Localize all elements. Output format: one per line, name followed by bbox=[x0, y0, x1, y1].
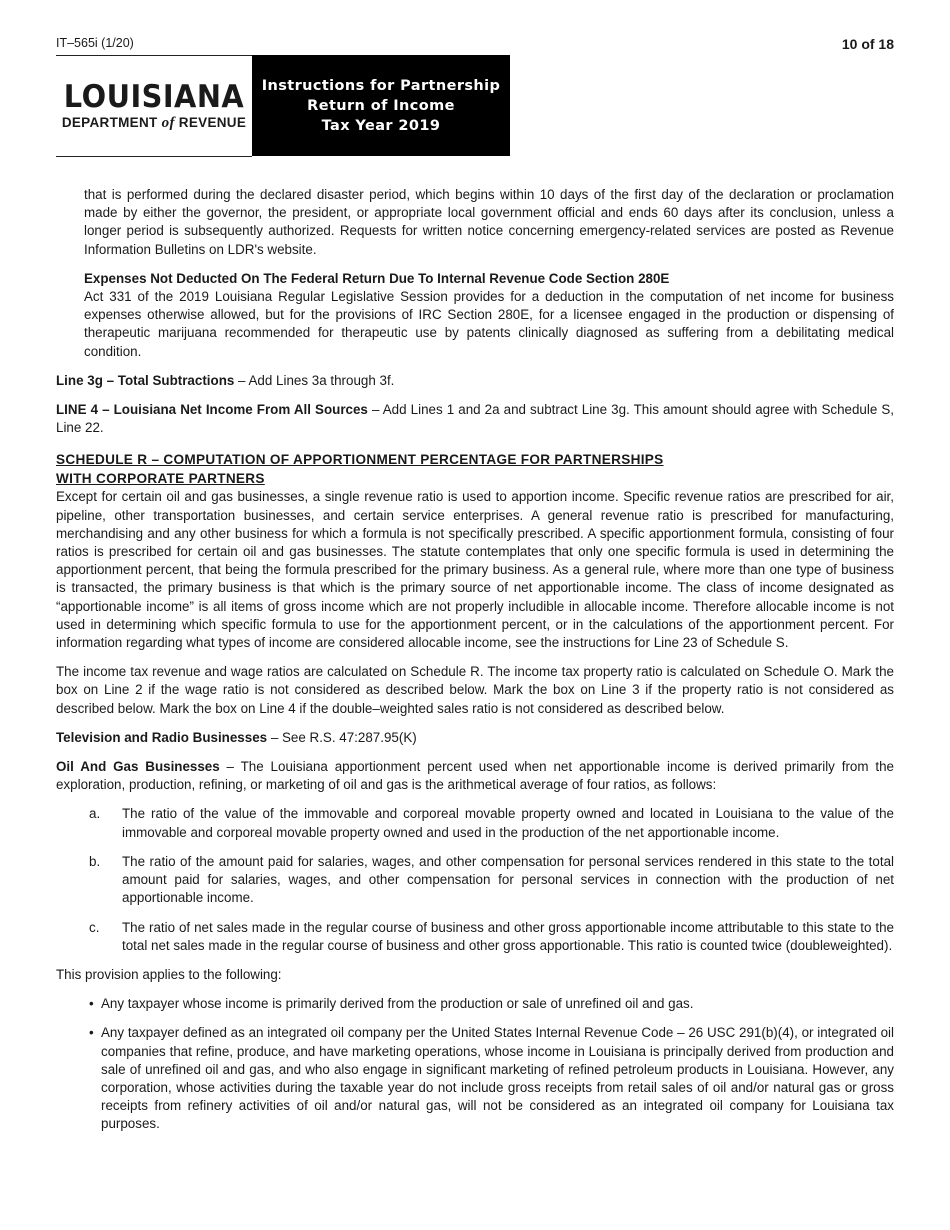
line-3g-text: – Add Lines 3a through 3f. bbox=[234, 372, 395, 388]
schedule-r-heading-line: WITH CORPORATE PARTNERS bbox=[56, 470, 265, 486]
logo-sub-of: of bbox=[161, 114, 175, 131]
list-item bbox=[56, 853, 894, 908]
document-title bbox=[252, 55, 510, 156]
ratios-list bbox=[56, 805, 894, 954]
list-item bbox=[56, 919, 894, 955]
list-text: Any taxpayer defined as an integrated oil company per the United States Internal Revenue Code – 26 USC 291(b)(4), or integrated oil companies that refine, produce, and have marketing operations, whose income in Louisiana is principally derived from production and sale of unrefined oil and gas, and who also engage in significant marketing of refined petroleum products in Louisiana. However, any corporation, whose activities during the taxable year do not include gross receipts from retail sales of oil and/or natural gas or gross receipts from refinery activities of oil and/or natural gas, will not be considered as an integrated oil company for Louisiana tax purposes. bbox=[101, 1025, 894, 1132]
list-text: The ratio of the value of the immovable and corporeal movable property owned and located in Louisiana to the value of the immovable and corporeal movable property owned and used in the production of the net apportionable income. bbox=[122, 806, 894, 840]
list-letter: b. bbox=[89, 853, 101, 869]
list-item bbox=[56, 995, 894, 1013]
list-item bbox=[56, 805, 894, 841]
list-text: Any taxpayer whose income is primarily derived from the production or sale of unrefined oil and gas. bbox=[101, 996, 694, 1012]
paragraph-280e: Act 331 of the 2019 Louisiana Regular Legislative Session provides for a deduction in the computation of net income for business expenses otherwise allowed, but for the provisions of IRC Section 280E, for a licensee engaged in the production or dispensing of therapeutic marijuana recommended for therapeutic use by patents clinically diagnosed as suffering from a debilitating medical condition. bbox=[84, 289, 894, 359]
paragraph-line-3g bbox=[56, 372, 894, 390]
document-body bbox=[56, 186, 894, 1134]
heading-280e: Expenses Not Deducted On The Federal Return Due To Internal Revenue Code Section 280E bbox=[84, 270, 670, 286]
bullet-icon: • bbox=[89, 996, 94, 1012]
paragraph-oil-gas bbox=[56, 758, 894, 794]
line-4-text: – Add Lines 1 and 2a and subtract Line 3g. This amount should agree with Schedule S, Line 22. bbox=[56, 402, 895, 436]
list-letter: c. bbox=[89, 919, 100, 935]
logo-sub-post: REVENUE bbox=[174, 114, 247, 130]
list-letter: a. bbox=[89, 806, 101, 822]
paragraph-ratios: The income tax revenue and wage ratios are calculated on Schedule R. The income tax property ratio is calculated on Schedule O. Mark the box on Line 2 if the wage ratio is not considered as described below. Mark the box on Line 3 if the property ratio is not considered as described below. Mark the box on Line 4 if the double–weighted sales ratio is not considered as described below. bbox=[56, 664, 894, 716]
page-number: 10 of 18 bbox=[841, 36, 894, 52]
list-text: The ratio of net sales made in the regular course of business and other gross apportionable income attributable to this state to the total net sales made in the regular course of business and other gross apportionable. This ratio is counted twice (doubleweighted). bbox=[122, 919, 894, 953]
list-text: The ratio of the amount paid for salaries, wages, and other compensation for personal services rendered in this state to the total amount paid for salaries, wages, and other compensation for personal services in connection with the production of net apportionable income. bbox=[122, 853, 894, 906]
bullet-icon: • bbox=[89, 1025, 94, 1041]
oil-gas-text: – The Louisiana apportionment percent used when net apportionable income is derived primarily from the exploration, production, refining, or marketing of oil and gas is the arithmetical average of four ratios, as follows: bbox=[56, 759, 894, 793]
logo-main-text: LOUISIANA bbox=[63, 78, 245, 115]
paragraph-applies: This provision applies to the following: bbox=[56, 966, 282, 982]
schedule-r-heading bbox=[56, 451, 894, 488]
document-header bbox=[56, 55, 510, 156]
paragraph-tv-radio bbox=[56, 729, 894, 747]
form-id: IT–565i (1/20) bbox=[56, 36, 134, 50]
paragraph-except: Except for certain oil and gas businesses, a single revenue ratio is used to apportion income. Specific revenue ratios are prescribed for air, pipeline, other transportation businesses, and certain service enterprises. A general revenue ratio is prescribed for manufacturing, merchandising and any other business for which a formula is not specifically prescribed. A specific apportionment formula, consisting of four ratios is prescribed for certain oil and gas businesses. The statute contemplates that only one specific formula is used in determining the apportionment percent, that being the formula prescribed for the primary business. As a general rule, where more than one type of business is transacted, the primary business is that which is the primary source of net apportionable income. The class of income designated as “apportionable income” is all items of gross income which are not properly includible in allocable income. Therefore allocable income is not used in determining which specific formula to use for the apportionment percent, or in the calculations of the apportionment percent. For information regarding what types of income are considered allocable income, see the instructions for Line 23 of Schedule S. bbox=[56, 489, 894, 651]
paragraph-line-4 bbox=[56, 401, 894, 437]
oil-gas-label: Oil And Gas Businesses bbox=[56, 759, 220, 775]
ldr-logo bbox=[56, 55, 252, 157]
logo-sub-text bbox=[62, 115, 246, 132]
schedule-r-heading-line: SCHEDULE R – COMPUTATION OF APPORTIONMENT PERCENTAGE FOR PARTNERSHIPS bbox=[56, 452, 664, 468]
applies-list bbox=[56, 995, 894, 1133]
title-line: Instructions for Partnership bbox=[261, 77, 501, 94]
paragraph-disaster: that is performed during the declared disaster period, which begins within 10 days of the first day of the declaration or proclamation made by either the governor, the president, or appropriate local government official and ends 60 days after its conclusion, unless a longer period is subsequently authorized. Requests for written notice concerning emergency-related services are posted as Revenue Information Bulletins on LDR's website. bbox=[84, 187, 894, 257]
tv-radio-label: Television and Radio Businesses bbox=[56, 729, 268, 745]
title-line: Return of Income bbox=[307, 97, 455, 114]
logo-sub-pre: DEPARTMENT bbox=[61, 114, 162, 130]
line-3g-label: Line 3g – Total Subtractions bbox=[56, 372, 235, 388]
tv-radio-text: – See R.S. 47:287.95(K) bbox=[267, 729, 417, 745]
list-item bbox=[56, 1024, 894, 1133]
line-4-label: LINE 4 – Louisiana Net Income From All Sources bbox=[56, 402, 368, 418]
title-line: Tax Year 2019 bbox=[321, 117, 441, 134]
